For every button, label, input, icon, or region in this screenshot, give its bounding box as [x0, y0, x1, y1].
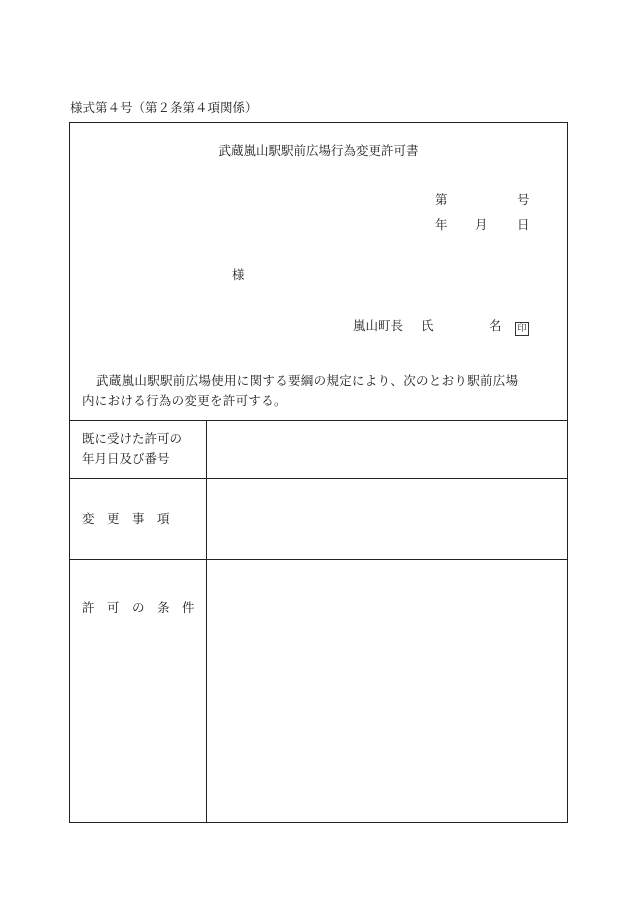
form-number-label: 様式第４号（第２条第４項関係）	[70, 100, 258, 115]
addressee-suffix: 様	[232, 267, 245, 282]
prior-permit-label	[82, 429, 182, 469]
divider-header	[70, 420, 567, 421]
prior-permit-label-line-2: 年月日及び番号	[82, 451, 170, 466]
date-month-label: 月	[475, 217, 488, 232]
divider-row-2	[70, 559, 567, 560]
issuer-name-shi: 氏	[421, 318, 434, 333]
permit-conditions-label: 許 可 の 条 件	[82, 600, 195, 615]
body-text-line-1	[82, 371, 557, 391]
permit-header	[70, 123, 567, 420]
date-year-label: 年	[435, 217, 448, 232]
column-divider	[206, 420, 207, 822]
number-suffix: 号	[517, 192, 530, 207]
issuer-title: 嵐山町長	[353, 318, 404, 333]
permit-form	[69, 122, 568, 823]
body-text-line-2: 内における行為の変更を許可する。	[82, 393, 287, 408]
issuer-name-mei: 名	[489, 318, 502, 333]
change-items-label: 変 更 事 項	[82, 511, 170, 526]
divider-row-1	[70, 478, 567, 479]
document-title: 武蔵嵐山駅駅前広場行為変更許可書	[218, 143, 419, 158]
seal-mark	[515, 320, 529, 336]
date-day-label: 日	[517, 217, 530, 232]
number-prefix: 第	[435, 192, 448, 207]
seal-icon: 印	[515, 322, 529, 336]
permit-body-text	[82, 371, 557, 411]
body-text-line-1-content: 武蔵嵐山駅駅前広場使用に関する要綱の規定により、次のとおり駅前広場	[96, 373, 519, 388]
prior-permit-label-line-1: 既に受けた許可の	[82, 431, 183, 446]
